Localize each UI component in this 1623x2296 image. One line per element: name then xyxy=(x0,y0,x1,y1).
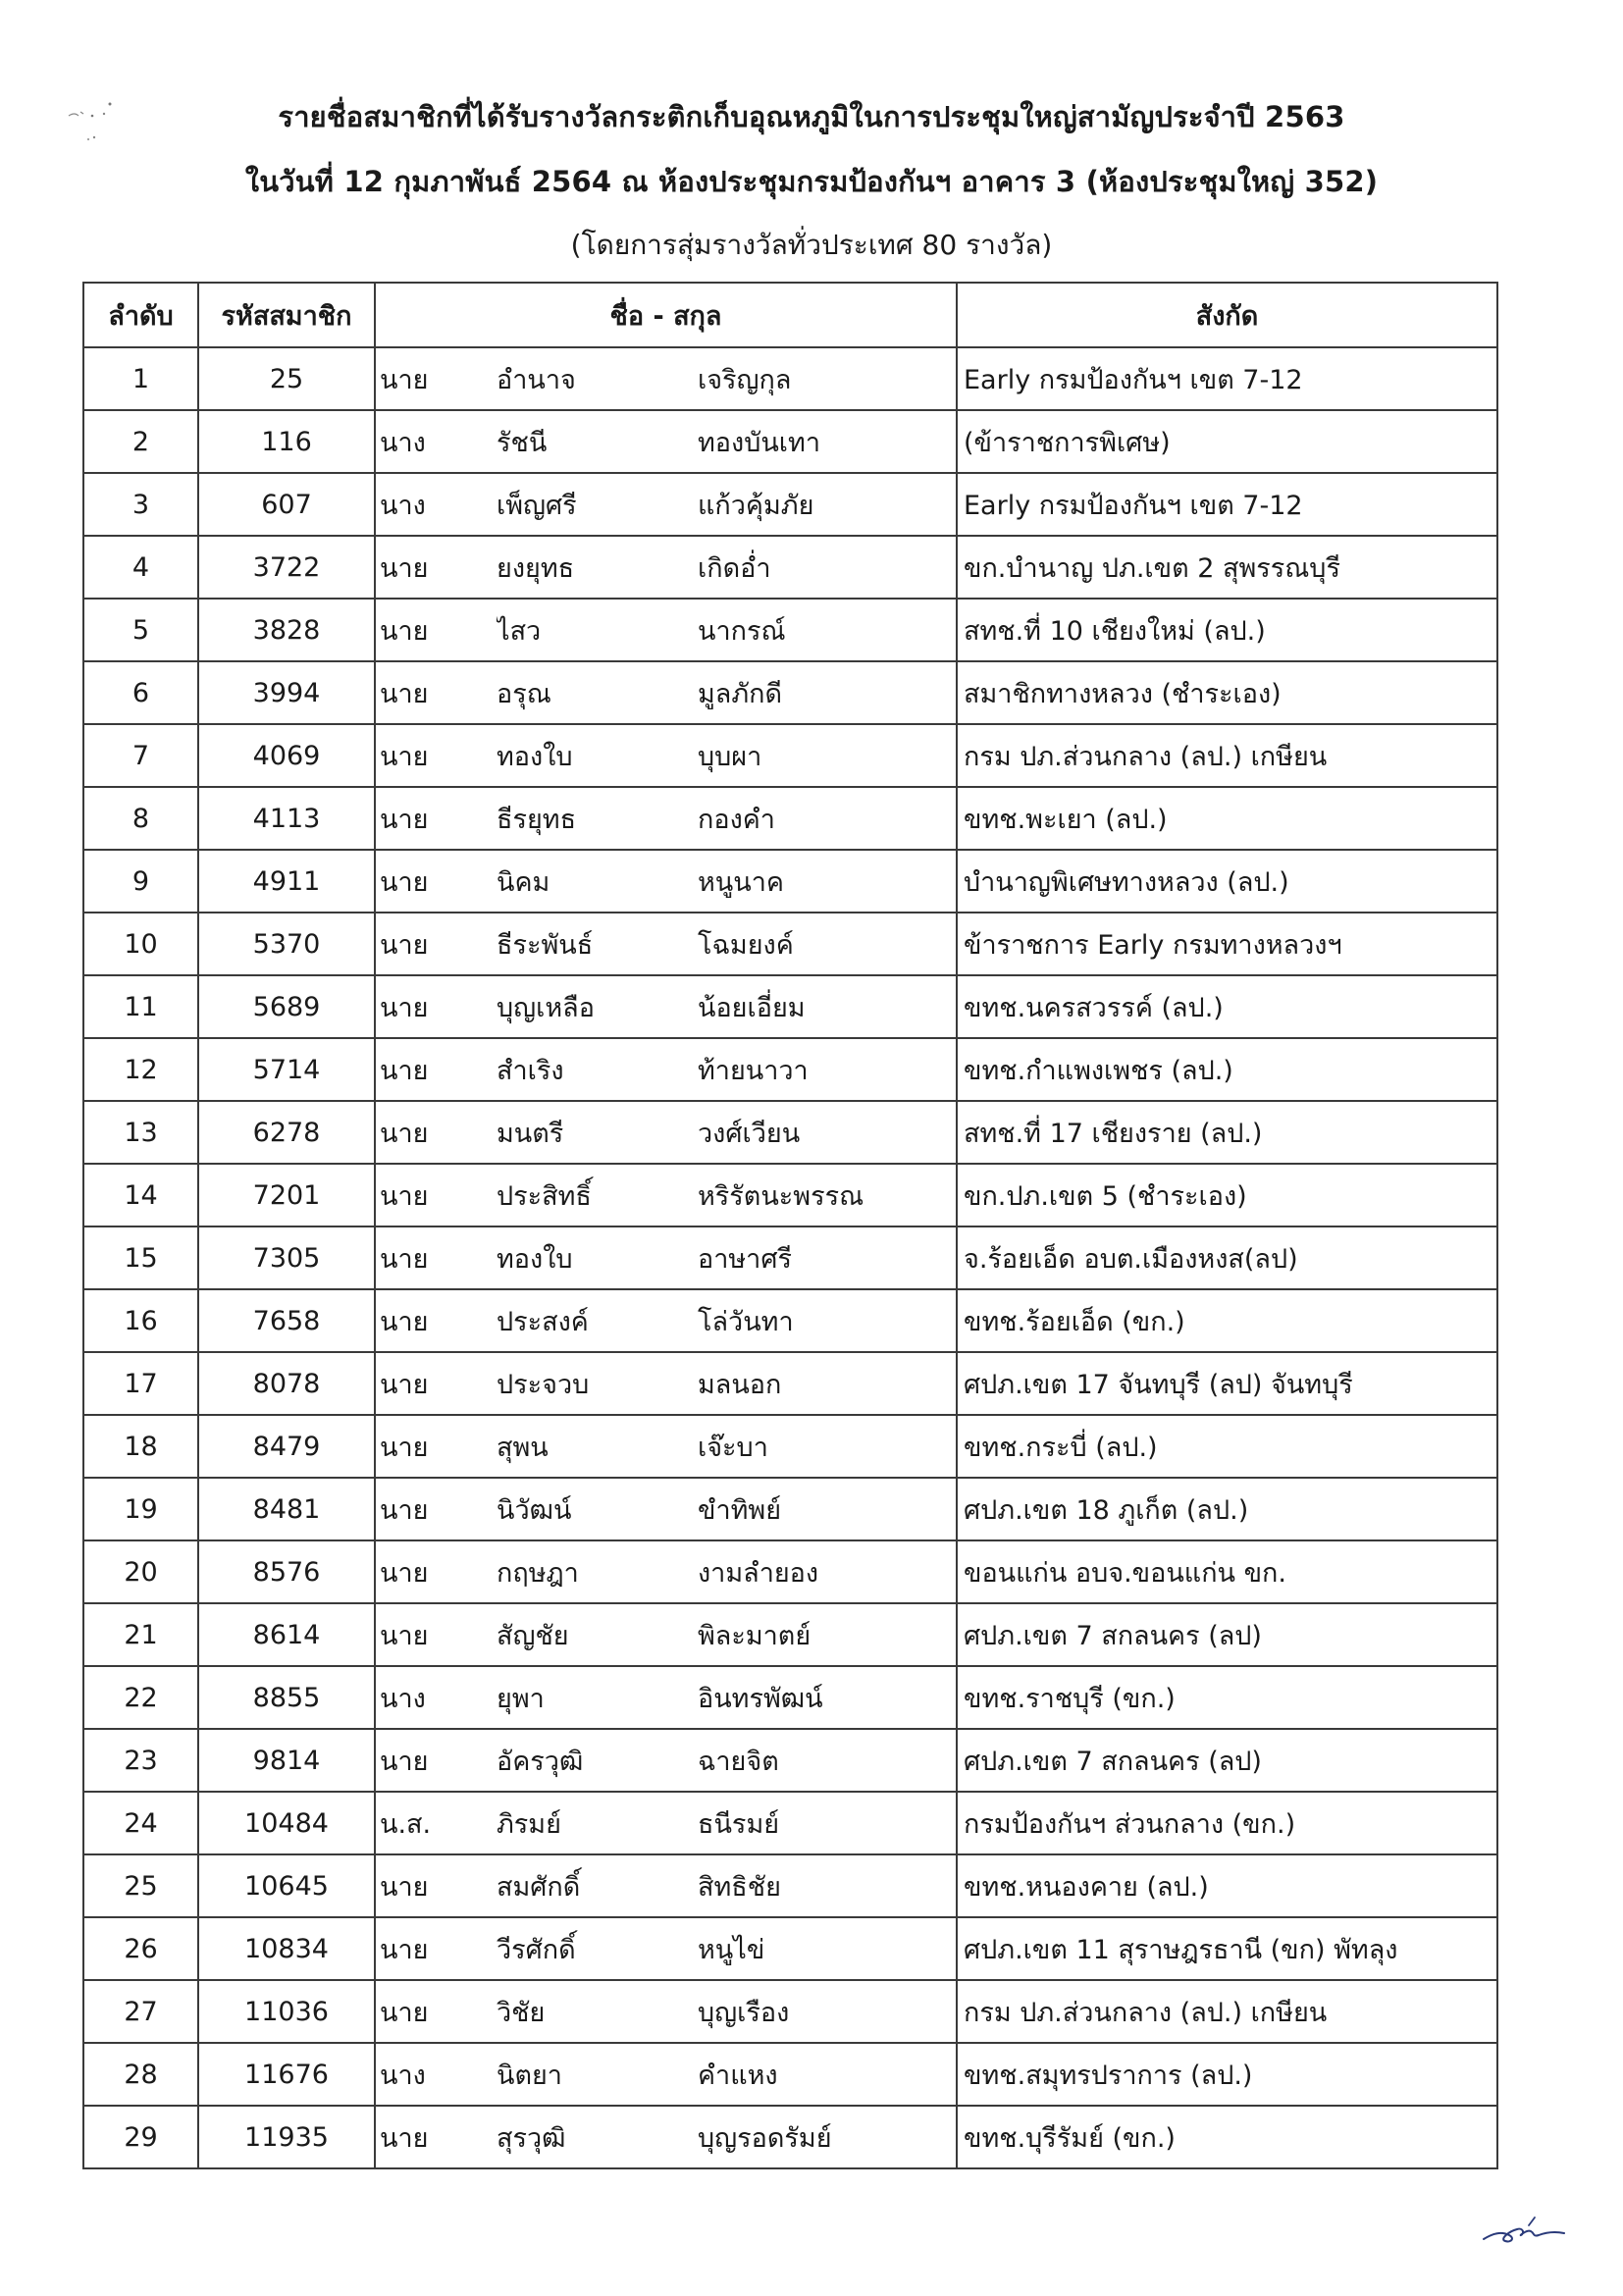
cell-last-name: ทองบันเทา xyxy=(698,410,957,473)
cell-no: 26 xyxy=(83,1917,198,1980)
cell-member-id: 8855 xyxy=(198,1666,375,1729)
cell-last-name: อาษาศรี xyxy=(698,1226,957,1289)
handwritten-signature xyxy=(1480,2212,1578,2251)
cell-last-name: งามลำยอง xyxy=(698,1540,957,1603)
cell-name-title: นาง xyxy=(375,1666,497,1729)
cell-last-name: มลนอก xyxy=(698,1352,957,1415)
cell-last-name: เกิดอ่ำ xyxy=(698,536,957,599)
cell-member-id: 607 xyxy=(198,473,375,536)
cell-affiliation: ศปภ.เขต 17 จันทบุรี (ลป) จันทบุรี xyxy=(957,1352,1497,1415)
cell-no: 8 xyxy=(83,787,198,850)
cell-first-name: นิตยา xyxy=(497,2043,698,2106)
cell-last-name: ฉายจิต xyxy=(698,1729,957,1792)
cell-no: 13 xyxy=(83,1101,198,1164)
header-affiliation: สังกัด xyxy=(957,283,1497,347)
cell-last-name: วงศ์เวียน xyxy=(698,1101,957,1164)
cell-name-title: นาย xyxy=(375,1478,497,1540)
cell-name-title: นาย xyxy=(375,1226,497,1289)
cell-member-id: 9814 xyxy=(198,1729,375,1792)
table-row xyxy=(83,1478,1497,1540)
cell-member-id: 10834 xyxy=(198,1917,375,1980)
table-row xyxy=(83,599,1497,661)
cell-last-name: แก้วคุ้มภัย xyxy=(698,473,957,536)
cell-member-id: 3722 xyxy=(198,536,375,599)
cell-affiliation: (ข้าราชการพิเศษ) xyxy=(957,410,1497,473)
table-row xyxy=(83,1854,1497,1917)
cell-affiliation: ขก.ปภ.เขต 5 (ชำระเอง) xyxy=(957,1164,1497,1226)
cell-no: 25 xyxy=(83,1854,198,1917)
cell-affiliation: Early กรมป้องกันฯ เขต 7-12 xyxy=(957,347,1497,410)
cell-affiliation: Early กรมป้องกันฯ เขต 7-12 xyxy=(957,473,1497,536)
table-row xyxy=(83,1980,1497,2043)
cell-no: 28 xyxy=(83,2043,198,2106)
table-row xyxy=(83,1038,1497,1101)
header-full-name: ชื่อ - สกุล xyxy=(375,283,957,347)
cell-name-title: นาย xyxy=(375,599,497,661)
cell-affiliation: ศปภ.เขต 11 สุราษฎรธานี (ขก) พัทลุง xyxy=(957,1917,1497,1980)
header-no: ลำดับ xyxy=(83,283,198,347)
cell-first-name: นิคม xyxy=(497,850,698,913)
cell-no: 7 xyxy=(83,724,198,787)
cell-member-id: 4911 xyxy=(198,850,375,913)
cell-no: 1 xyxy=(83,347,198,410)
cell-no: 27 xyxy=(83,1980,198,2043)
cell-no: 14 xyxy=(83,1164,198,1226)
table-header-row xyxy=(83,283,1497,347)
cell-last-name: โล่วันทา xyxy=(698,1289,957,1352)
cell-last-name: ท้ายนาวา xyxy=(698,1038,957,1101)
cell-first-name: ทองใบ xyxy=(497,724,698,787)
cell-no: 24 xyxy=(83,1792,198,1854)
cell-member-id: 8576 xyxy=(198,1540,375,1603)
cell-member-id: 7201 xyxy=(198,1164,375,1226)
cell-name-title: นาง xyxy=(375,410,497,473)
cell-first-name: ประสงค์ xyxy=(497,1289,698,1352)
cell-first-name: สัญชัย xyxy=(497,1603,698,1666)
cell-no: 15 xyxy=(83,1226,198,1289)
cell-name-title: นาย xyxy=(375,1980,497,2043)
cell-last-name: หนูไข่ xyxy=(698,1917,957,1980)
cell-name-title: นาย xyxy=(375,1540,497,1603)
cell-name-title: นาย xyxy=(375,850,497,913)
table-row xyxy=(83,1289,1497,1352)
cell-no: 6 xyxy=(83,661,198,724)
cell-name-title: นาย xyxy=(375,661,497,724)
cell-last-name: หริรัตนะพรรณ xyxy=(698,1164,957,1226)
cell-last-name: ธนีรมย์ xyxy=(698,1792,957,1854)
cell-name-title: นาย xyxy=(375,724,497,787)
cell-first-name: ทองใบ xyxy=(497,1226,698,1289)
table-row xyxy=(83,1101,1497,1164)
cell-no: 11 xyxy=(83,975,198,1038)
cell-affiliation: ขทช.กำแพงเพชร (ลป.) xyxy=(957,1038,1497,1101)
cell-affiliation: ขทช.บุรีรัมย์ (ขก.) xyxy=(957,2106,1497,2168)
cell-no: 3 xyxy=(83,473,198,536)
cell-last-name: เจ๊ะบา xyxy=(698,1415,957,1478)
cell-affiliation: ขอนแก่น อบจ.ขอนแก่น ขก. xyxy=(957,1540,1497,1603)
table-row xyxy=(83,1729,1497,1792)
cell-first-name: อัครวุฒิ xyxy=(497,1729,698,1792)
cell-member-id: 25 xyxy=(198,347,375,410)
table-row xyxy=(83,2106,1497,2168)
cell-no: 12 xyxy=(83,1038,198,1101)
table-row xyxy=(83,975,1497,1038)
document-subtitle: (โดยการสุ่มรางวัลทั่วประเทศ 80 รางวัล) xyxy=(570,229,1053,261)
cell-no: 10 xyxy=(83,913,198,975)
cell-name-title: นาย xyxy=(375,536,497,599)
cell-name-title: นาย xyxy=(375,347,497,410)
cell-no: 18 xyxy=(83,1415,198,1478)
table-row xyxy=(83,2043,1497,2106)
cell-affiliation: ขทช.หนองคาย (ลป.) xyxy=(957,1854,1497,1917)
cell-no: 22 xyxy=(83,1666,198,1729)
cell-affiliation: กรม ปภ.ส่วนกลาง (ลป.) เกษียน xyxy=(957,724,1497,787)
table-row xyxy=(83,1666,1497,1729)
cell-first-name: มนตรี xyxy=(497,1101,698,1164)
cell-name-title: นาย xyxy=(375,1729,497,1792)
cell-name-title: นาย xyxy=(375,1289,497,1352)
cell-first-name: วิชัย xyxy=(497,1980,698,2043)
table-row xyxy=(83,1603,1497,1666)
cell-name-title: นาย xyxy=(375,1352,497,1415)
cell-first-name: ยงยุทธ xyxy=(497,536,698,599)
cell-member-id: 116 xyxy=(198,410,375,473)
cell-first-name: อรุณ xyxy=(497,661,698,724)
cell-last-name: สิทธิชัย xyxy=(698,1854,957,1917)
header-member-id: รหัสสมาชิก xyxy=(198,283,375,347)
cell-member-id: 11935 xyxy=(198,2106,375,2168)
cell-affiliation: สทช.ที่ 17 เชียงราย (ลป.) xyxy=(957,1101,1497,1164)
cell-name-title: นาย xyxy=(375,2106,497,2168)
table-row xyxy=(83,850,1497,913)
cell-last-name: มูลภักดี xyxy=(698,661,957,724)
cell-no: 16 xyxy=(83,1289,198,1352)
cell-member-id: 11676 xyxy=(198,2043,375,2106)
cell-last-name: พิละมาตย์ xyxy=(698,1603,957,1666)
cell-last-name: นากรณ์ xyxy=(698,599,957,661)
cell-last-name: บุญเรือง xyxy=(698,1980,957,2043)
cell-affiliation: สมาชิกทางหลวง (ชำระเอง) xyxy=(957,661,1497,724)
cell-first-name: กฤษฎา xyxy=(497,1540,698,1603)
cell-name-title: นาย xyxy=(375,787,497,850)
cell-member-id: 6278 xyxy=(198,1101,375,1164)
cell-affiliation: ขทช.กระบี่ (ลป.) xyxy=(957,1415,1497,1478)
document-title-line2: ในวันที่ 12 กุมภาพันธ์ 2564 ณ ห้องประชุมกรมป้องกันฯ อาคาร 3 (ห้องประชุมใหญ่ 352) xyxy=(244,165,1379,198)
table-row xyxy=(83,1226,1497,1289)
cell-affiliation: ขทช.นครสวรรค์ (ลป.) xyxy=(957,975,1497,1038)
cell-affiliation: ขทช.สมุทรปราการ (ลป.) xyxy=(957,2043,1497,2106)
cell-member-id: 11036 xyxy=(198,1980,375,2043)
cell-affiliation: กรม ปภ.ส่วนกลาง (ลป.) เกษียน xyxy=(957,1980,1497,2043)
cell-member-id: 8078 xyxy=(198,1352,375,1415)
table-body xyxy=(83,347,1497,2168)
cell-no: 20 xyxy=(83,1540,198,1603)
cell-member-id: 5689 xyxy=(198,975,375,1038)
cell-name-title: นาย xyxy=(375,1164,497,1226)
cell-last-name: น้อยเอี่ยม xyxy=(698,975,957,1038)
cell-no: 29 xyxy=(83,2106,198,2168)
cell-first-name: สุพน xyxy=(497,1415,698,1478)
cell-affiliation: ขทช.ร้อยเอ็ด (ขก.) xyxy=(957,1289,1497,1352)
table-row xyxy=(83,1540,1497,1603)
cell-first-name: ไสว xyxy=(497,599,698,661)
cell-no: 17 xyxy=(83,1352,198,1415)
cell-first-name: รัชนี xyxy=(497,410,698,473)
cell-first-name: ประจวบ xyxy=(497,1352,698,1415)
cell-member-id: 4113 xyxy=(198,787,375,850)
cell-name-title: นาง xyxy=(375,473,497,536)
cell-member-id: 8481 xyxy=(198,1478,375,1540)
cell-name-title: นาย xyxy=(375,1101,497,1164)
cell-no: 19 xyxy=(83,1478,198,1540)
cell-last-name: คำแหง xyxy=(698,2043,957,2106)
cell-no: 21 xyxy=(83,1603,198,1666)
cell-name-title: นาง xyxy=(375,2043,497,2106)
cell-last-name: กองคำ xyxy=(698,787,957,850)
cell-no: 9 xyxy=(83,850,198,913)
table-row xyxy=(83,1164,1497,1226)
cell-affiliation: บำนาญพิเศษทางหลวง (ลป.) xyxy=(957,850,1497,913)
cell-last-name: โฉมยงค์ xyxy=(698,913,957,975)
cell-first-name: วีรศักดิ์ xyxy=(497,1917,698,1980)
members-table xyxy=(82,282,1498,2169)
cell-first-name: สุรวุฒิ xyxy=(497,2106,698,2168)
table-row xyxy=(83,787,1497,850)
table-row xyxy=(83,661,1497,724)
cell-member-id: 4069 xyxy=(198,724,375,787)
cell-last-name: บุบผา xyxy=(698,724,957,787)
cell-affiliation: ข้าราชการ Early กรมทางหลวงฯ xyxy=(957,913,1497,975)
cell-first-name: ประสิทธิ์ xyxy=(497,1164,698,1226)
cell-first-name: ธีระพันธ์ xyxy=(497,913,698,975)
cell-member-id: 10484 xyxy=(198,1792,375,1854)
cell-name-title: น.ส. xyxy=(375,1792,497,1854)
cell-no: 23 xyxy=(83,1729,198,1792)
table-row xyxy=(83,473,1497,536)
cell-last-name: หนูนาค xyxy=(698,850,957,913)
cell-member-id: 3828 xyxy=(198,599,375,661)
cell-name-title: นาย xyxy=(375,1854,497,1917)
table-row xyxy=(83,410,1497,473)
cell-first-name: ภิรมย์ xyxy=(497,1792,698,1854)
cell-last-name: อินทรพัฒน์ xyxy=(698,1666,957,1729)
cell-affiliation: ศปภ.เขต 18 ภูเก็ต (ลป.) xyxy=(957,1478,1497,1540)
cell-first-name: ธีรยุทธ xyxy=(497,787,698,850)
cell-name-title: นาย xyxy=(375,913,497,975)
cell-first-name: สมศักดิ์ xyxy=(497,1854,698,1917)
cell-member-id: 8614 xyxy=(198,1603,375,1666)
cell-name-title: นาย xyxy=(375,1038,497,1101)
cell-affiliation: ขทช.พะเยา (ลป.) xyxy=(957,787,1497,850)
cell-affiliation: กรมป้องกันฯ ส่วนกลาง (ขก.) xyxy=(957,1792,1497,1854)
cell-affiliation: ขทช.ราชบุรี (ขก.) xyxy=(957,1666,1497,1729)
cell-first-name: ยุพา xyxy=(497,1666,698,1729)
cell-no: 5 xyxy=(83,599,198,661)
cell-last-name: บุญรอดรัมย์ xyxy=(698,2106,957,2168)
cell-last-name: เจริญกุล xyxy=(698,347,957,410)
cell-member-id: 3994 xyxy=(198,661,375,724)
table-row xyxy=(83,1917,1497,1980)
cell-affiliation: สทช.ที่ 10 เชียงใหม่ (ลป.) xyxy=(957,599,1497,661)
document-title-line1: รายชื่อสมาชิกที่ได้รับรางวัลกระติกเก็บอุณหภูมิในการประชุมใหญ่สามัญประจำปี 2563 xyxy=(278,100,1345,133)
cell-name-title: นาย xyxy=(375,1415,497,1478)
cell-last-name: ขำทิพย์ xyxy=(698,1478,957,1540)
cell-name-title: นาย xyxy=(375,1603,497,1666)
cell-member-id: 7658 xyxy=(198,1289,375,1352)
cell-affiliation: ศปภ.เขต 7 สกลนคร (ลป) xyxy=(957,1729,1497,1792)
cell-no: 2 xyxy=(83,410,198,473)
cell-member-id: 8479 xyxy=(198,1415,375,1478)
cell-member-id: 5714 xyxy=(198,1038,375,1101)
cell-first-name: บุญเหลือ xyxy=(497,975,698,1038)
cell-member-id: 5370 xyxy=(198,913,375,975)
table-row xyxy=(83,1792,1497,1854)
cell-name-title: นาย xyxy=(375,1917,497,1980)
cell-member-id: 7305 xyxy=(198,1226,375,1289)
cell-first-name: อำนาจ xyxy=(497,347,698,410)
cell-affiliation: จ.ร้อยเอ็ด อบต.เมืองหงส(ลป) xyxy=(957,1226,1497,1289)
cell-affiliation: ศปภ.เขต 7 สกลนคร (ลป) xyxy=(957,1603,1497,1666)
cell-affiliation: ขก.บำนาญ ปภ.เขต 2 สุพรรณบุรี xyxy=(957,536,1497,599)
cell-first-name: สำเริง xyxy=(497,1038,698,1101)
table-row xyxy=(83,913,1497,975)
cell-first-name: นิวัฒน์ xyxy=(497,1478,698,1540)
table-row xyxy=(83,1352,1497,1415)
cell-first-name: เพ็ญศรี xyxy=(497,473,698,536)
table-row xyxy=(83,536,1497,599)
table-row xyxy=(83,724,1497,787)
cell-name-title: นาย xyxy=(375,975,497,1038)
table-row xyxy=(83,347,1497,410)
cell-member-id: 10645 xyxy=(198,1854,375,1917)
cell-no: 4 xyxy=(83,536,198,599)
table-row xyxy=(83,1415,1497,1478)
